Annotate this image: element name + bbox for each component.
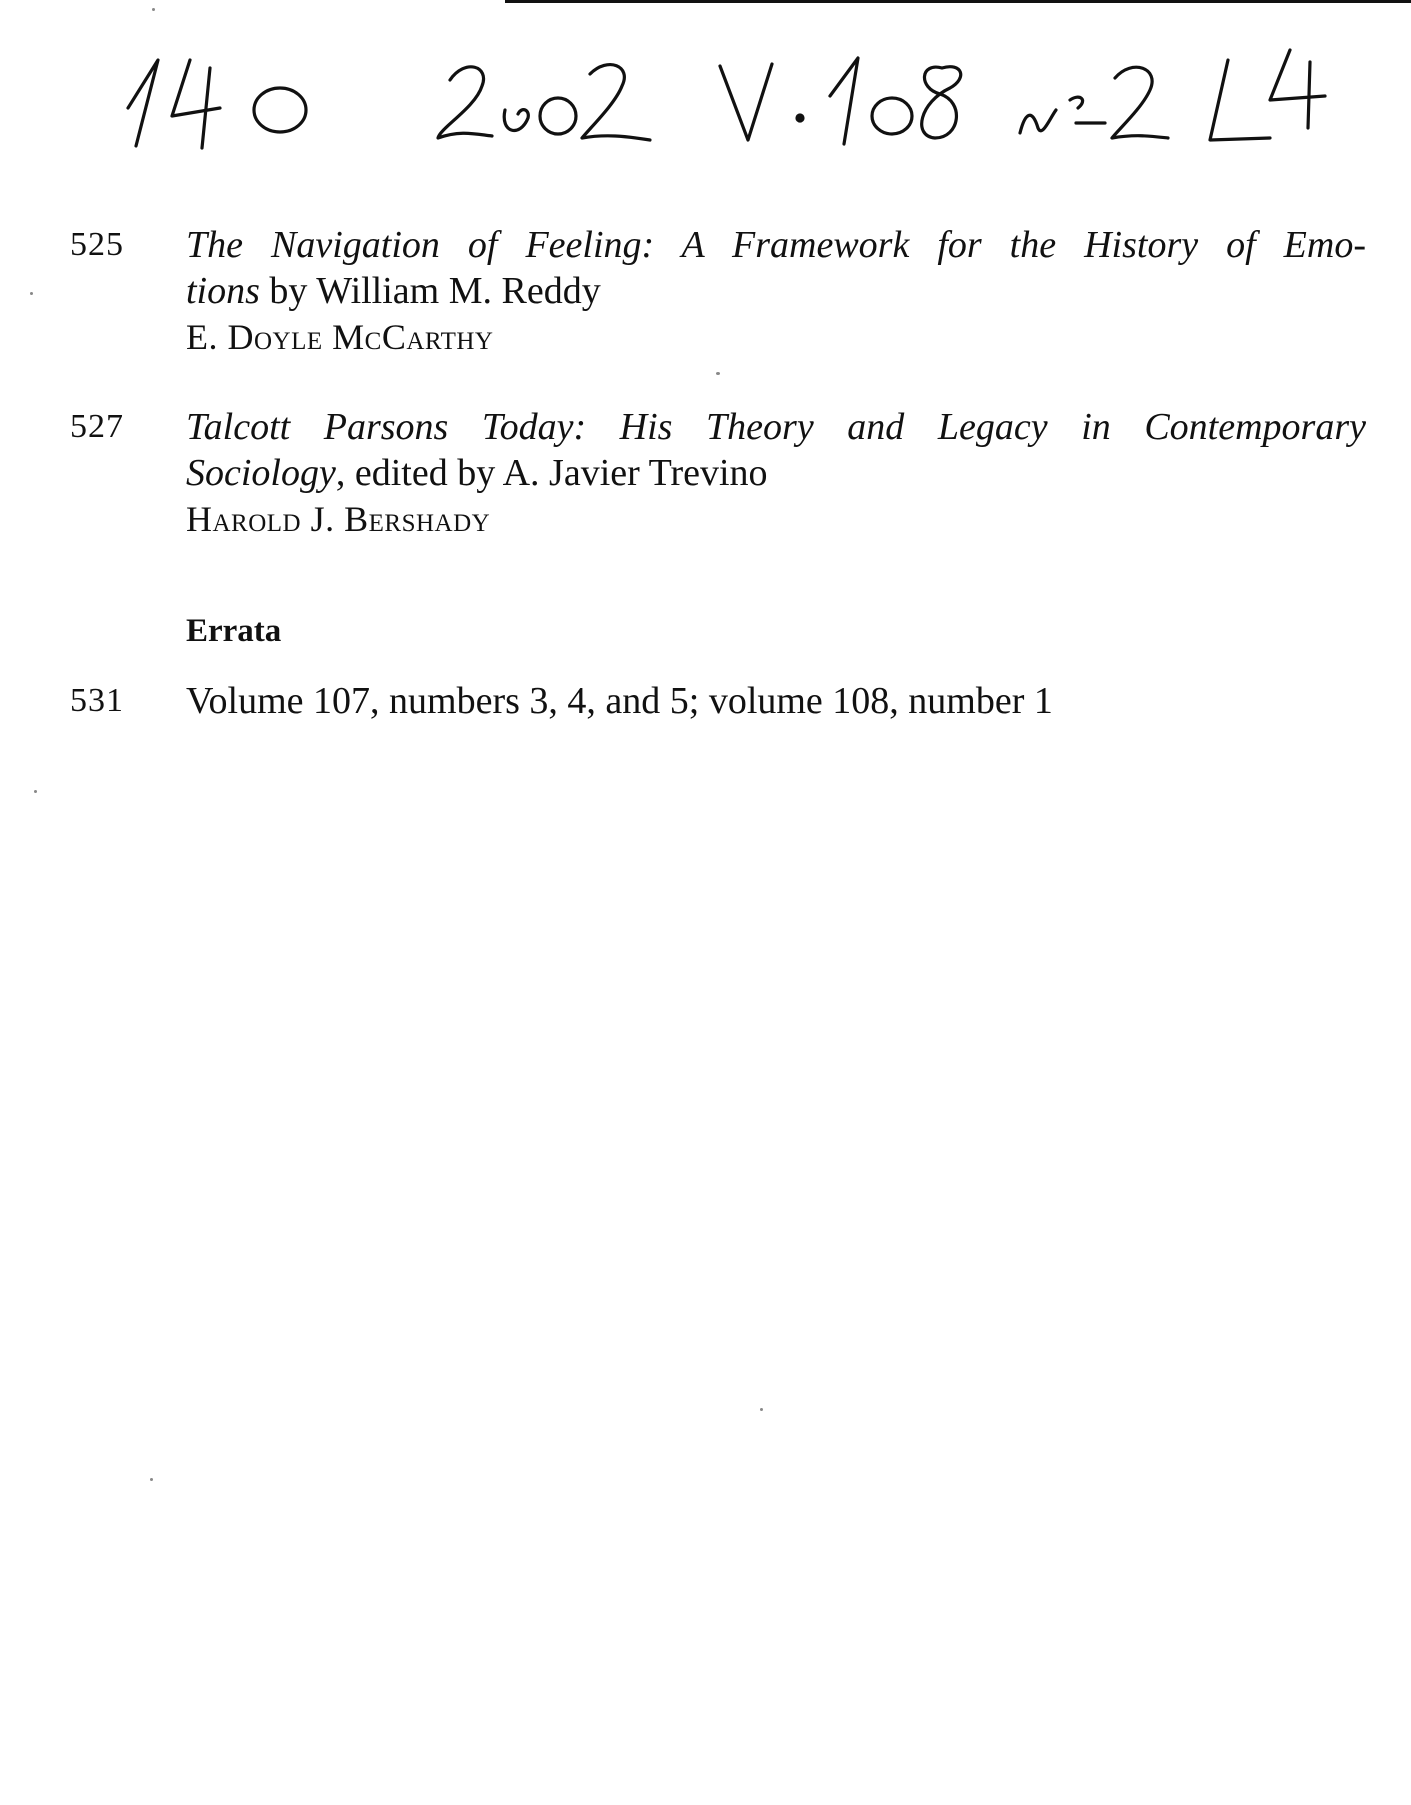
top-border-rule bbox=[505, 0, 1411, 3]
handwritten-call-number bbox=[120, 38, 1360, 158]
scan-speck bbox=[152, 8, 155, 11]
reviewer-name: Harold J. Bershady bbox=[186, 499, 491, 539]
entry-body bbox=[186, 404, 1366, 542]
page-number: 531 bbox=[70, 682, 124, 719]
book-title-continuation bbox=[186, 450, 1366, 496]
book-title-line: The Navigation of Feeling: A Framework for the History of Emo- bbox=[186, 224, 1366, 266]
page-number: 527 bbox=[70, 408, 124, 445]
book-title-italic: tions bbox=[186, 270, 260, 312]
scan-speck bbox=[30, 292, 33, 295]
book-title-line: Talcott Parsons Today: His Theory and Legacy in Contemporary bbox=[186, 406, 1366, 448]
entry-body bbox=[186, 222, 1366, 360]
scan-speck bbox=[150, 1478, 153, 1481]
scan-speck bbox=[760, 1408, 763, 1411]
scan-speck bbox=[34, 790, 37, 793]
errata-heading: Errata bbox=[186, 613, 282, 649]
scan-speck bbox=[716, 372, 720, 375]
book-editor: , edited by A. Javier Trevino bbox=[335, 452, 768, 494]
reviewer-name: E. Doyle McCarthy bbox=[186, 317, 494, 357]
entry-body bbox=[186, 678, 1366, 724]
page-number: 525 bbox=[70, 226, 124, 263]
book-title-italic: Sociology bbox=[186, 452, 336, 494]
errata-text: Volume 107, numbers 3, 4, and 5; volume 108, number 1 bbox=[186, 680, 1053, 722]
book-author: by William M. Reddy bbox=[259, 270, 601, 312]
book-title-continuation bbox=[186, 268, 1366, 314]
